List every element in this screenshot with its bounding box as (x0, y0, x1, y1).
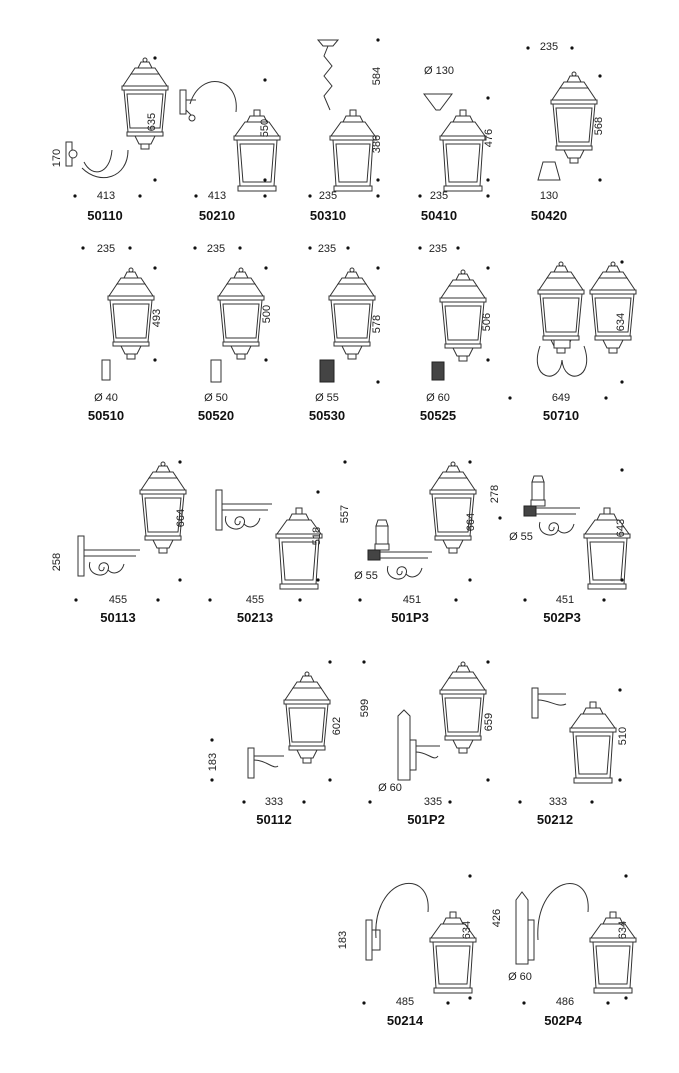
dimension-dot (358, 598, 361, 601)
dimension-dot (620, 380, 623, 383)
dimension-dot (308, 194, 311, 197)
height-label: 634 (617, 920, 629, 940)
dimension-dot (468, 996, 471, 999)
dimension-dot (362, 1001, 365, 1004)
extra-dimension: 599 (359, 698, 371, 718)
height-label: 510 (617, 726, 629, 746)
product-50112 (207, 672, 343, 827)
dimension-dot (153, 358, 156, 361)
width-label: 413 (207, 190, 227, 202)
dimension-dot (618, 688, 621, 691)
dimension-dot (418, 194, 421, 197)
product-50213 (216, 490, 323, 625)
width-label: 335 (423, 796, 443, 808)
dimension-dot (486, 194, 489, 197)
product-code: 50525 (419, 408, 457, 423)
product-code: 50112 (256, 812, 292, 827)
extra-dimension-2: Ø 60 (378, 782, 402, 794)
product-code: 502P3 (543, 610, 581, 625)
dimension-dot (448, 800, 451, 803)
product-50530 (309, 243, 383, 423)
product-code: 50520 (197, 408, 235, 423)
dimension-dot (468, 578, 471, 581)
height-label: 584 (371, 66, 383, 86)
dimension-dot (316, 490, 319, 493)
extra-dimension: Ø 50 (204, 392, 228, 404)
dimension-dot (522, 1001, 525, 1004)
height-label: 602 (331, 716, 343, 736)
dimension-dot (238, 246, 241, 249)
extra-dimension-2: Ø 60 (508, 971, 532, 983)
height-label: 634 (615, 312, 627, 332)
dimension-dot (570, 46, 573, 49)
width-label: 451 (402, 594, 422, 606)
extra-dimension: 278 (489, 484, 501, 504)
dimension-dot (486, 96, 489, 99)
dimension-dot (128, 246, 131, 249)
product-50710 (537, 262, 636, 423)
width-label: 455 (245, 594, 265, 606)
dimension-dot (598, 74, 601, 77)
dimension-dot (602, 598, 605, 601)
dimension-dot (518, 800, 521, 803)
width-label: 235 (96, 243, 116, 255)
width-label: 649 (551, 392, 571, 404)
dimension-dot (210, 738, 213, 741)
height-label: 634 (461, 920, 473, 940)
width-label: 235 (317, 243, 337, 255)
product-code: 50530 (308, 408, 346, 423)
width-label: 235 (539, 41, 559, 53)
dimension-dot (263, 194, 266, 197)
dimension-dot (328, 778, 331, 781)
dimension-dot (486, 358, 489, 361)
height-label: 476 (483, 128, 495, 148)
product-code: 501P2 (407, 812, 445, 827)
dimension-dot (210, 778, 213, 781)
product-50525 (420, 243, 493, 423)
dimension-dot (526, 46, 529, 49)
height-label: 664 (465, 512, 477, 532)
width-label: 413 (96, 190, 116, 202)
dimension-dot (468, 874, 471, 877)
dimension-dot (298, 598, 301, 601)
dimension-dot (73, 194, 76, 197)
dimension-dot (193, 246, 196, 249)
product-code: 50113 (100, 610, 136, 625)
dimension-dot (346, 246, 349, 249)
product-code: 501P3 (391, 610, 429, 625)
height-label: 550 (259, 118, 271, 138)
extra-dimension-2: Ø 55 (354, 570, 378, 582)
height-label: 659 (483, 712, 495, 732)
product-50212 (532, 688, 629, 827)
height-label: 500 (261, 304, 273, 324)
dimension-dot (376, 266, 379, 269)
dimension-dot (343, 460, 346, 463)
width-label: 485 (395, 996, 415, 1008)
dimension-dot (328, 660, 331, 663)
dimension-dot (498, 516, 501, 519)
width-label: 235 (429, 190, 449, 202)
dimension-dot (368, 800, 371, 803)
dimension-dot (308, 246, 311, 249)
height-label: 643 (615, 518, 627, 538)
width-label: 333 (548, 796, 568, 808)
dimension-dot (590, 800, 593, 803)
dimension-dot (178, 578, 181, 581)
extra-dimension: 183 (207, 752, 219, 772)
width-label: 235 (318, 190, 338, 202)
width-label: 235 (206, 243, 226, 255)
extra-dimension: 130 (539, 190, 559, 202)
product-code: 50710 (542, 408, 580, 423)
product-502P4 (491, 884, 636, 1028)
dimension-dot (153, 178, 156, 181)
dimension-dot (376, 178, 379, 181)
extra-dimension: 183 (337, 930, 349, 950)
dimension-dot (376, 38, 379, 41)
height-label: 518 (311, 526, 323, 546)
product-code: 50213 (236, 610, 274, 625)
dimension-dot (604, 396, 607, 399)
dimension-dot (264, 266, 267, 269)
product-50310 (310, 40, 383, 223)
height-label: 493 (151, 308, 163, 328)
dimension-dot (508, 396, 511, 399)
dimension-dot (618, 778, 621, 781)
dimension-dot (486, 266, 489, 269)
dimension-dot (74, 598, 77, 601)
dimension-dot (620, 578, 623, 581)
dimension-dot (263, 178, 266, 181)
dimension-dot (468, 460, 471, 463)
product-code: 50510 (87, 408, 125, 423)
extra-dimension: 386 (371, 134, 383, 154)
dimension-dot (153, 266, 156, 269)
product-501P2 (359, 662, 495, 827)
dimension-dot (486, 778, 489, 781)
dimension-dot (302, 800, 305, 803)
dimension-dot (362, 660, 365, 663)
width-label: 333 (264, 796, 284, 808)
extra-dimension: Ø 130 (424, 65, 454, 77)
dimension-dot (418, 246, 421, 249)
product-50110 (51, 58, 168, 223)
product-code: 50212 (536, 812, 574, 827)
dimension-dot (620, 260, 623, 263)
product-code: 502P4 (544, 1013, 582, 1028)
extra-dimension-2: Ø 55 (509, 531, 533, 543)
dimension-dot (264, 358, 267, 361)
product-50520 (198, 243, 273, 423)
dimension-dot (316, 578, 319, 581)
dimension-dot (620, 468, 623, 471)
height-label: 635 (146, 112, 158, 132)
extra-dimension: Ø 55 (315, 392, 339, 404)
dimension-dot (376, 194, 379, 197)
extra-dimension: 170 (51, 148, 63, 168)
extra-dimension: 557 (339, 504, 351, 524)
product-code: 50310 (309, 208, 347, 223)
dimension-dot (606, 1001, 609, 1004)
dimension-dot (486, 660, 489, 663)
extra-dimension: Ø 40 (94, 392, 118, 404)
dimension-dot (208, 598, 211, 601)
dimension-dot (156, 598, 159, 601)
height-label: 506 (481, 312, 493, 332)
dimension-dot (153, 56, 156, 59)
extra-dimension: 258 (51, 552, 63, 572)
width-label: 486 (555, 996, 575, 1008)
product-50420 (531, 41, 605, 223)
dimension-dot (81, 246, 84, 249)
product-50214 (337, 883, 476, 1028)
width-label: 451 (555, 594, 575, 606)
product-50510 (88, 243, 163, 423)
dimension-dot (178, 460, 181, 463)
height-label: 664 (175, 508, 187, 528)
dimension-dot (263, 78, 266, 81)
product-code: 50210 (198, 208, 236, 223)
dimension-dot (454, 598, 457, 601)
product-code: 50214 (386, 1013, 424, 1028)
dimension-dot (624, 874, 627, 877)
extra-dimension: Ø 60 (426, 392, 450, 404)
product-50210 (180, 81, 280, 223)
dimension-dot (456, 246, 459, 249)
product-502P3 (489, 476, 630, 625)
product-50410 (421, 65, 495, 223)
product-code: 50110 (87, 208, 123, 223)
dimension-dot (138, 194, 141, 197)
dimension-dot (486, 178, 489, 181)
dimension-dot (523, 598, 526, 601)
dimension-dot (624, 996, 627, 999)
dimension-dot (598, 178, 601, 181)
width-label: 455 (108, 594, 128, 606)
product-50113 (51, 462, 187, 625)
dimension-dot (242, 800, 245, 803)
height-label: 578 (371, 314, 383, 334)
height-label: 568 (593, 116, 605, 136)
dimension-dot (376, 380, 379, 383)
product-code: 50420 (530, 208, 568, 223)
extra-dimension: 426 (491, 908, 503, 928)
width-label: 235 (428, 243, 448, 255)
dimension-dot (446, 1001, 449, 1004)
dimension-dot (194, 194, 197, 197)
product-code: 50410 (420, 208, 458, 223)
